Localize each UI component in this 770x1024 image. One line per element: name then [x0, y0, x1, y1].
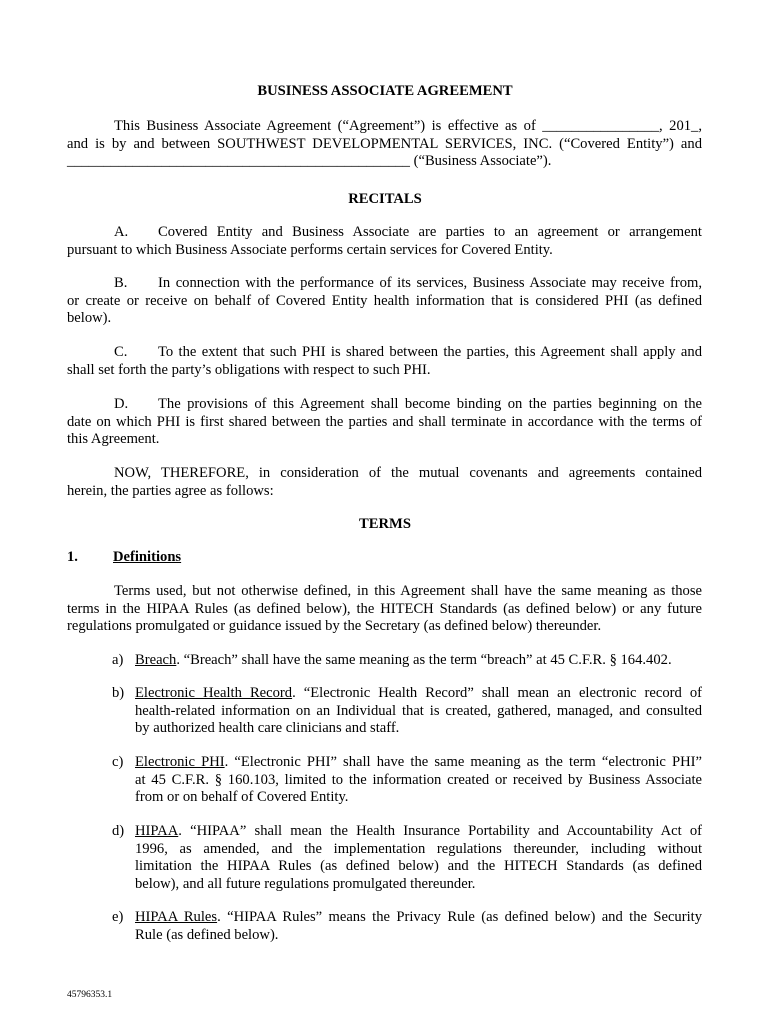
recital-letter: D.	[114, 396, 129, 412]
definition-text: health-related information on an Individual that is created, gathered, managed, and consulted	[135, 702, 702, 719]
definition-text: at 45 C.F.R. § 160.103, limited to the information created or received by Business Associate	[135, 771, 702, 788]
recital-text: date on which PHI is first shared between the parties and shall terminate in accordance with the terms of	[67, 413, 702, 430]
recitals-heading: RECITALS	[348, 191, 422, 207]
recital-text: To the extent that such PHI is shared between the parties, this Agreement shall apply and	[158, 344, 702, 360]
definition-text: . “HIPAA” shall mean the Health Insurance Portability and Accountability Act of	[178, 823, 702, 839]
recital-text: pursuant to which Business Associate performs certain services for Covered Entity.	[67, 241, 553, 258]
intro-line: This Business Associate Agreement (“Agreement”) is effective as of ________________, 201_,	[114, 118, 702, 134]
recital-letter: C.	[114, 344, 128, 360]
now-therefore-paragraph	[67, 465, 702, 500]
definition-text: limitation the HIPAA Rules (as defined below) and the HITECH Standards (as defined	[135, 858, 702, 874]
intro-line: and is by and between SOUTHWEST DEVELOPMENTAL SERVICES, INC. (“Covered Entity”) and	[67, 135, 702, 152]
recital-letter: A.	[114, 224, 129, 240]
recital-text: or create or receive on behalf of Covered Entity health information that is considered PHI (as defined	[67, 292, 702, 309]
defined-term: Electronic PHI	[135, 754, 225, 770]
recital-text: The provisions of this Agreement shall become binding on the parties beginning on the	[158, 396, 702, 412]
intro-line: _______________________________________________ (“Business Associate”).	[67, 153, 552, 169]
recital-letter: B.	[114, 275, 128, 291]
definition-text: . “HIPAA Rules” means the Privacy Rule (as defined below) and the Security	[217, 909, 702, 925]
recital-d	[67, 396, 702, 449]
recital-text: below).	[67, 310, 112, 326]
recital-text: Covered Entity and Business Associate are parties to an agreement or arrangement	[158, 224, 702, 240]
now-therefore-line: herein, the parties agree as follows:	[67, 482, 274, 499]
definition-text: below), and all future regulations promulgated thereunder.	[135, 875, 476, 892]
definitions-intro	[67, 583, 702, 636]
definition-text: by authorized health care clinicians and staff.	[135, 720, 400, 736]
recital-a	[67, 224, 702, 259]
definitions-intro-line: regulations promulgated or guidance issued by the Secretary (as defined below) thereunder.	[67, 618, 602, 634]
definition-text: 1996, as amended, and the implementation regulations thereunder, including without	[135, 840, 702, 857]
defined-term: Electronic Health Record	[135, 685, 293, 701]
document-title: BUSINESS ASSOCIATE AGREEMENT	[257, 83, 513, 99]
definitions-intro-line: Terms used, but not otherwise defined, in this Agreement shall have the same meaning as those	[114, 583, 702, 599]
document-id-footer: 45796353.1	[67, 990, 113, 1000]
recital-text: this Agreement.	[67, 431, 160, 447]
definition-text: Rule (as defined below).	[135, 926, 279, 943]
recital-text: In connection with the performance of its services, Business Associate may receive from,	[158, 275, 702, 291]
definitions-intro-line: terms in the HIPAA Rules (as defined below), the HITECH Standards (as defined below) or any future	[67, 600, 702, 617]
definition-text: from or on behalf of Covered Entity.	[135, 789, 349, 805]
terms-heading: TERMS	[359, 516, 411, 532]
now-therefore-line: NOW, THEREFORE, in consideration of the mutual covenants and agreements contained	[114, 465, 702, 481]
definition-text: . “Breach” shall have the same meaning as the term “breach” at 45 C.F.R. § 164.402.	[176, 652, 672, 668]
list-marker: c)	[112, 754, 124, 770]
recital-text: shall set forth the party’s obligations with respect to such PHI.	[67, 361, 431, 378]
definition-text: . “Electronic PHI” shall have the same meaning as the term “electronic PHI”	[224, 754, 702, 770]
list-marker: a)	[112, 652, 124, 668]
list-marker: e)	[112, 909, 124, 925]
recital-c	[67, 344, 702, 379]
intro-paragraph	[67, 118, 702, 171]
definition-text: . “Electronic Health Record” shall mean an electronic record of	[292, 685, 702, 701]
section-title: Definitions	[113, 549, 182, 565]
defined-term: HIPAA Rules	[135, 909, 218, 925]
defined-term: Breach	[135, 652, 177, 668]
list-marker: b)	[112, 685, 125, 701]
section-number: 1.	[67, 549, 78, 565]
recital-b	[67, 275, 702, 328]
list-marker: d)	[112, 823, 125, 839]
defined-term: HIPAA	[135, 823, 179, 839]
